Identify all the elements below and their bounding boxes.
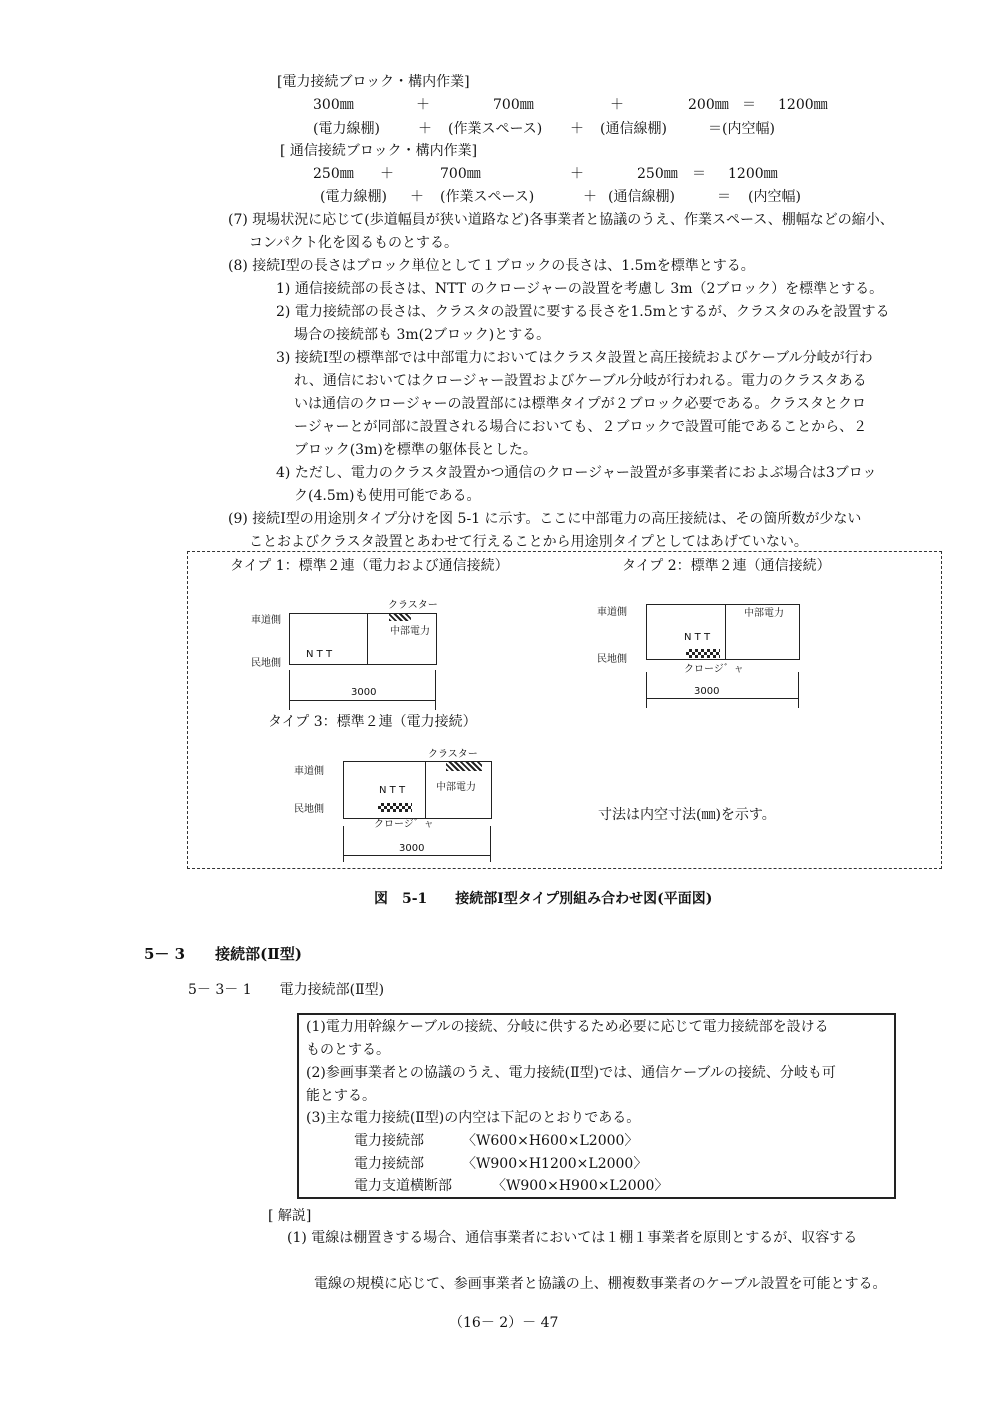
- item-8-3a: 3) 接続Ⅰ型の標準部では中部電力においてはクラスタ設置と高圧接続およびケーブル分岐が行わ: [276, 350, 873, 366]
- equals: ＝: [692, 166, 706, 182]
- explanation-line-2: 電線の規模に応じて、参画事業者と協議の上、棚複数事業者のケーブル設置を可能とする。: [314, 1276, 887, 1292]
- item-8-2a: 2) 電力接続部の長さは、クラスタの設置に要する長さを1.5mとするが、クラスタのみを設置する: [276, 304, 890, 320]
- value: 250㎜: [637, 166, 678, 182]
- type1-dim-ext-right: [435, 670, 436, 710]
- label: (作業スペース): [440, 189, 535, 205]
- type2-closure-symbol: [686, 649, 720, 658]
- item-8-3b: れ、通信においてはクロージャー設置およびケーブル分岐が行われる。電力のクラスタある: [294, 373, 867, 389]
- type3-closure-label: クロージ゛ャ: [374, 819, 434, 830]
- plus: ＋: [570, 121, 584, 137]
- spec-line-5: (3)主な電力接続(Ⅱ型)の内空は下記のとおりである。: [306, 1110, 641, 1126]
- label: (電力線棚): [320, 189, 387, 205]
- label: (内空幅): [748, 189, 801, 205]
- type3-private-side-label: 民地側: [294, 804, 324, 815]
- type3-dim-value: 3000: [399, 843, 425, 854]
- type1-cluster-symbol: [389, 614, 411, 621]
- type2-divider: [725, 605, 726, 659]
- spec-row-2-dim: 〈W900×H1200×L2000〉: [462, 1156, 648, 1172]
- plus: ＋: [418, 121, 432, 137]
- item-7-line1: (7) 現場状況に応じて(歩道幅員が狭い道路など)各事業者と協議のうえ、作業スペース、棚幅などの縮小、: [228, 212, 894, 228]
- type1-chubu-label: 中部電力: [390, 626, 430, 637]
- item-8-4b: ク(4.5m)も使用可能である。: [294, 488, 481, 504]
- type3-dim-ext-right: [490, 826, 491, 862]
- plus: ＋: [380, 166, 394, 182]
- section-heading: 5－ 3 接続部(Ⅱ型): [144, 945, 302, 963]
- type2-private-side-label: 民地側: [597, 654, 627, 665]
- item-7-line2: コンパクト化を図るものとする。: [249, 235, 459, 251]
- power-block-heading: [電力接続ブロック・構内作業]: [277, 74, 470, 90]
- spec-row-3-dim: 〈W900×H900×L2000〉: [492, 1178, 669, 1194]
- figure-note: 寸法は内空寸法(㎜)を示す。: [598, 807, 776, 823]
- plus: ＋: [583, 189, 597, 205]
- item-8-3c: いは通信のクロージャーの設置部には標準タイプが２ブロック必要である。クラスタとクロ: [294, 396, 867, 412]
- figure-frame: [187, 551, 942, 869]
- equals: ＝: [742, 97, 756, 113]
- spec-row-3-name: 電力支道横断部: [354, 1178, 452, 1194]
- item-9-line1: (9) 接続Ⅰ型の用途別タイプ分けを図 5-1 に示す。ここに中部電力の高圧接続は、その箇所数が少ない: [228, 511, 862, 527]
- subsection-heading: 5－ 3－ 1 電力接続部(Ⅱ型): [188, 982, 385, 998]
- spec-line-1: (1)電力用幹線ケーブルの接続、分岐に供するため必要に応じて電力接続部を設ける: [306, 1019, 829, 1035]
- type2-title: タイプ 2：標準２連（通信接続）: [622, 558, 831, 574]
- type3-closure-symbol: [378, 803, 412, 812]
- value: 200㎜: [688, 97, 729, 113]
- type3-dim-ext-left: [343, 826, 344, 862]
- spec-row-1-name: 電力接続部: [354, 1133, 424, 1149]
- label: (通信線棚): [600, 121, 667, 137]
- figure-caption: 図 5-1 接続部Ⅰ型タイプ別組み合わせ図(平面図): [374, 891, 713, 907]
- type3-chubu-label: 中部電力: [436, 782, 476, 793]
- value: 1200㎜: [778, 97, 828, 113]
- type2-road-side-label: 車道側: [597, 607, 627, 618]
- value: 300㎜: [313, 97, 354, 113]
- type3-road-side-label: 車道側: [294, 766, 324, 777]
- spec-line-2: ものとする。: [306, 1042, 390, 1058]
- type1-road-side-label: 車道側: [251, 615, 281, 626]
- type1-dim-ext-left: [289, 670, 290, 710]
- type1-cluster-label: クラスター: [388, 600, 438, 611]
- item-8-4a: 4) ただし、電力のクラスタ設置かつ通信のクロージャー設置が多事業者におよぶ場合は3ブロッ: [276, 465, 877, 481]
- plus: ＋: [416, 97, 430, 113]
- spec-row-2-name: 電力接続部: [354, 1156, 424, 1172]
- type3-title: タイプ 3：標準２連（電力接続）: [268, 714, 477, 730]
- item-8-2b: 場合の接続部も 3m(2ブロック)とする。: [294, 327, 551, 343]
- item-8-3e: ブロック(3m)を標準の躯体長とした。: [294, 442, 537, 458]
- type1-ntt-label: N T T: [306, 649, 333, 660]
- value: 700㎜: [493, 97, 534, 113]
- type3-divider: [425, 762, 426, 818]
- type3-cluster-label: クラスター: [428, 749, 478, 760]
- label: (作業スペース): [448, 121, 543, 137]
- item-8-1: 1) 通信接続部の長さは、NTT のクロージャーの設置を考慮し 3m（2ブロック）を標準とする。: [276, 281, 884, 297]
- type3-cluster-symbol: [446, 762, 482, 771]
- value: 1200㎜: [728, 166, 778, 182]
- plus: ＋: [410, 189, 424, 205]
- label: (電力線棚): [313, 121, 380, 137]
- type2-dim-ext-right: [798, 672, 799, 708]
- explanation-heading: [ 解説]: [268, 1208, 312, 1224]
- type1-dim-value: 3000: [351, 687, 377, 698]
- type2-dim-ext-left: [646, 672, 647, 708]
- explanation-line-1: (1) 電線は棚置きする場合、通信事業者においては１棚１事業者を原則とするが、収容する: [287, 1230, 858, 1246]
- plus: ＋: [570, 166, 584, 182]
- spec-line-3: (2)参画事業者との協議のうえ、電力接続(Ⅱ型)では、通信ケーブルの接続、分岐も可: [306, 1065, 836, 1081]
- item-8-line1: (8) 接続Ⅰ型の長さはブロック単位として１ブロックの長さは、1.5mを標準とする。: [228, 258, 755, 274]
- value: 700㎜: [440, 166, 481, 182]
- type1-divider: [367, 614, 368, 664]
- type1-title: タイプ 1：標準２連（電力および通信接続）: [230, 558, 509, 574]
- type1-private-side-label: 民地側: [251, 658, 281, 669]
- page-number: （16－ 2）－ 47: [449, 1315, 559, 1331]
- type2-ntt-label: N T T: [684, 632, 711, 643]
- type2-chubu-label: 中部電力: [744, 608, 784, 619]
- item-9-line2: ことおよびクラスタ設置とあわせて行えることから用途別タイプとしてはあげていない。: [249, 534, 808, 550]
- type2-closure-label: クロージ゛ャ: [684, 664, 744, 675]
- type2-dim-line: [647, 698, 798, 699]
- equals: ＝: [717, 189, 731, 205]
- plus: ＋: [610, 97, 624, 113]
- spec-line-4: 能とする。: [306, 1088, 376, 1104]
- item-8-3d: ージャーとが同部に設置される場合においても、２ブロックで設置可能であることから、２: [294, 419, 868, 435]
- label: ＝(内空幅): [708, 121, 775, 137]
- value: 250㎜: [313, 166, 354, 182]
- type2-dim-value: 3000: [694, 686, 720, 697]
- type3-ntt-label: N T T: [379, 785, 406, 796]
- comm-block-heading: [ 通信接続ブロック・構内作業]: [280, 143, 478, 159]
- spec-row-1-dim: 〈W600×H600×L2000〉: [462, 1133, 639, 1149]
- label: (通信線棚): [608, 189, 675, 205]
